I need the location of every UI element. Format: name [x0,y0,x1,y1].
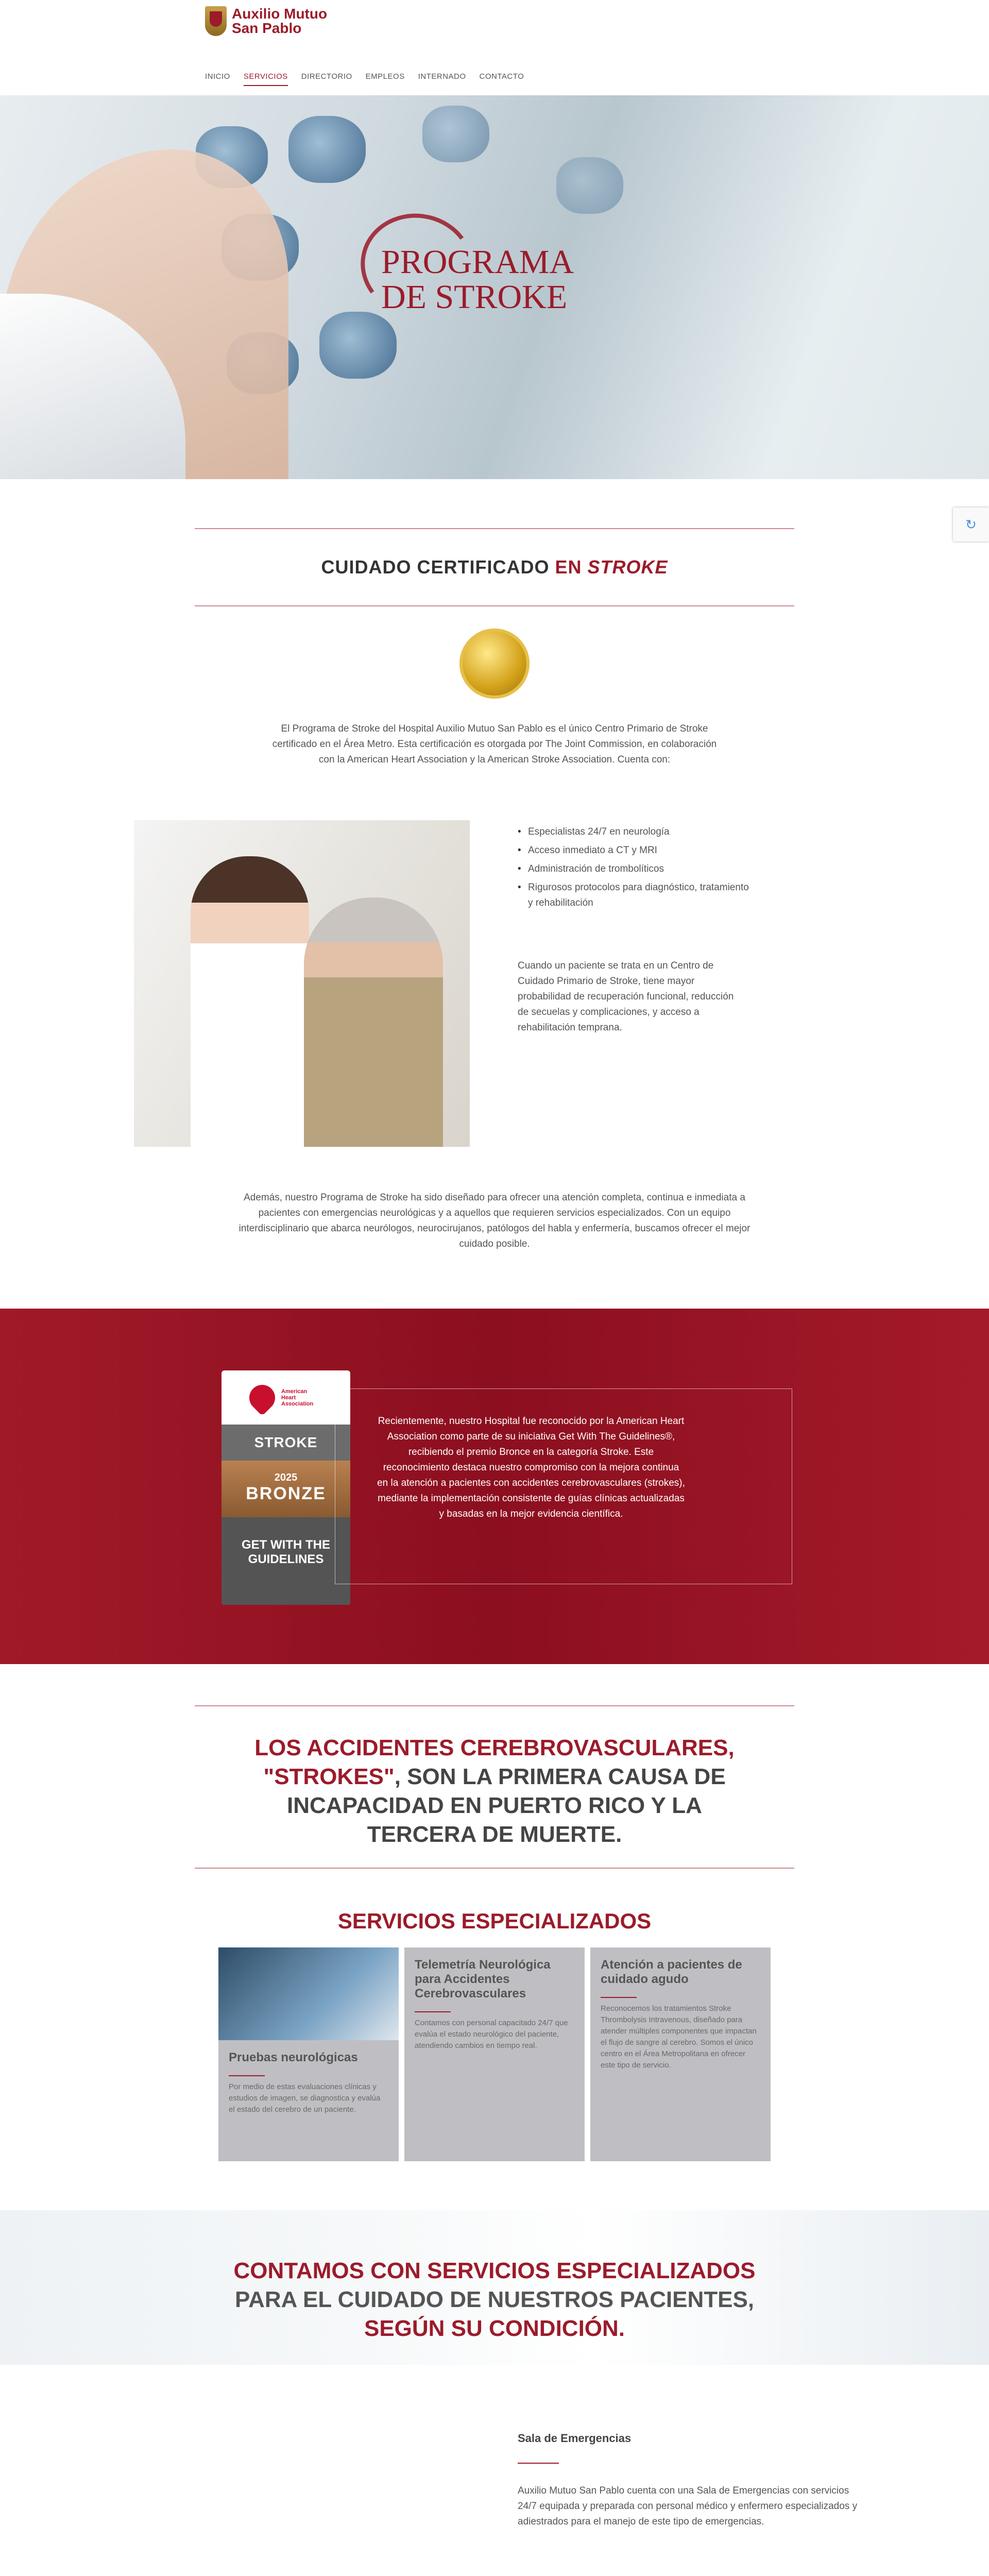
certified-title: CUIDADO CERTIFICADO EN STROKE [321,556,668,578]
brain-scan-image [422,106,489,162]
hero-title: PROGRAMA DE STROKE [381,243,574,316]
hero-banner [0,95,989,479]
heart-icon [244,1379,281,1416]
doctor-figure [191,856,309,1147]
brain-scan-image [288,116,366,183]
gold-seal-icon [459,629,530,699]
certified-intro: El Programa de Stroke del Hospital Auxilio Mutuo San Pablo es el único Centro Primario de Stroke certificado en el Área Metro. Esta certificación es otorgada por The Joint Commission, en colaboración con la American Heart Association y la American Stroke Association. Cuenta con: [272,723,717,765]
service-card[interactable] [218,1947,399,2161]
service-card-title: Pruebas neurológicas [229,2050,358,2064]
main-nav [205,72,524,86]
award-badge [221,1370,350,1605]
specialized-services-banner [0,2210,989,2365]
doctor-patient-photo [134,820,470,1147]
brain-scan-image [556,157,623,214]
feature-list [518,824,755,914]
services-title: SERVICIOS ESPECIALIZADOS [337,1909,652,1933]
crest-icon [205,6,227,36]
patient-figure [304,897,443,1147]
nav-directorio[interactable]: DIRECTORIO [301,72,352,81]
badge-stroke-label: STROKE [221,1425,350,1461]
service-card[interactable] [590,1947,771,2161]
award-text-box [335,1388,792,1584]
brain-scan-image [319,312,397,379]
nav-inicio[interactable]: INICIO [205,72,230,81]
specialized-services-title: CONTAMOS CON SERVICIOS ESPECIALIZADOS PARA EL CUIDADO DE NUESTROS PACIENTES, SEGÚN SU CONDICIÓN. [233,2258,756,2341]
emergency-room-photo [191,2411,489,2576]
nav-contacto[interactable]: CONTACTO [479,72,524,81]
list-item: • Administración de trombolíticos [518,861,755,877]
divider [518,2463,559,2464]
divider [415,2011,451,2012]
award-text: Recientemente, nuestro Hospital fue reconocido por la American Heart Association como parte de su iniciativa Get With The Guidelines®, recibiendo el premio Bronce en la categoría Stroke. Este reconocimiento destaca nuestro compromiso con la mejora continua en la atención a pacientes con accidentes cerebrovasculares (strokes), mediante la implementación consistente de guías clínicas actualizadas y basadas en la mejor evidencia científica. [377,1416,685,1519]
site-logo[interactable] [205,6,340,36]
list-item: • Rigurosos protocolos para diagnóstico, tratamiento y rehabilitación [518,880,755,911]
divider [601,1997,637,1998]
divider [229,2075,265,2076]
emergency-title: Sala de Emergencias [518,2432,632,2445]
service-card[interactable] [404,1947,585,2161]
service-card-text: Por medio de estas evaluaciones clínicas y estudios de imagen, se diagnostica y evalúa el estado del cerebro de un paciente. [229,2082,381,2114]
nav-empleos[interactable]: EMPLEOS [365,72,405,81]
leading-cause-title: LOS ACCIDENTES CEREBROVASCULARES, "STROKES", SON LA PRIMERA CAUSA DE INCAPACIDAD EN PUERTO RICO Y LA TERCERA DE MUERTE. [254,1735,735,1847]
nav-internado[interactable]: INTERNADO [418,72,466,81]
emergency-text: Auxilio Mutuo San Pablo cuenta con una Sala de Emergencias con servicios 24/7 equipada y preparada con personal médico y enfermero especializados y adiestrados para el manejo de este tipo de emergencias. [518,2485,858,2527]
logo-text: Auxilio Mutuo San Pablo [232,6,328,36]
xray-image [218,1947,399,2040]
service-card-title: Telemetría Neurológica para Accidentes Cerebrovasculares [415,1958,551,2001]
divider [195,1705,794,1706]
divider [195,605,794,606]
recaptcha-badge[interactable]: ↻ [953,507,989,541]
stroke-center-paragraph: Cuando un paciente se trata en un Centro de Cuidado Primario de Stroke, tiene mayor probabilidad de recuperación funcional, reducción de secuelas y complicaciones, y acceso a rehabilitación temprana. [518,960,734,1033]
service-card-text: Contamos con personal capacitado 24/7 que evalúa el estado neurológico del paciente, atendiendo cambios en tiempo real. [415,2019,568,2050]
divider [195,1868,794,1869]
list-item: • Especialistas 24/7 en neurología [518,824,755,840]
program-paragraph: Además, nuestro Programa de Stroke ha sido diseñado para ofrecer una atención completa, continua e inmediata a pacientes con emergencias neurológicas y a aquellos que requieren servicios especializados. Con un equipo interdisciplinario que abarca neurólogos, neurocirujanos, patólogos del habla y enfermería, buscamos ofrecer el mejor cuidado posible. [238,1192,751,1249]
service-card-title: Atención a pacientes de cuidado agudo [601,1958,742,1986]
badge-bronze-label: 2025 BRONZE [221,1461,350,1517]
service-card-text: Reconocemos los tratamientos Stroke Thrombolysis Intravenous, diseñado para atender múltiples componentes que impactan el flujo de sangre al cerebro. Somos el único centro en el Área Metropolitana en ofrecer este tipo de servicio. [601,2004,757,2070]
list-item: • Acceso inmediato a CT y MRI [518,843,755,858]
site-header [0,0,989,95]
badge-gwtg-label: GET WITH THE GUIDELINES [221,1517,350,1605]
aha-logo: American Heart Association [221,1370,350,1425]
nav-servicios[interactable]: SERVICIOS [244,72,288,86]
divider [195,528,794,529]
